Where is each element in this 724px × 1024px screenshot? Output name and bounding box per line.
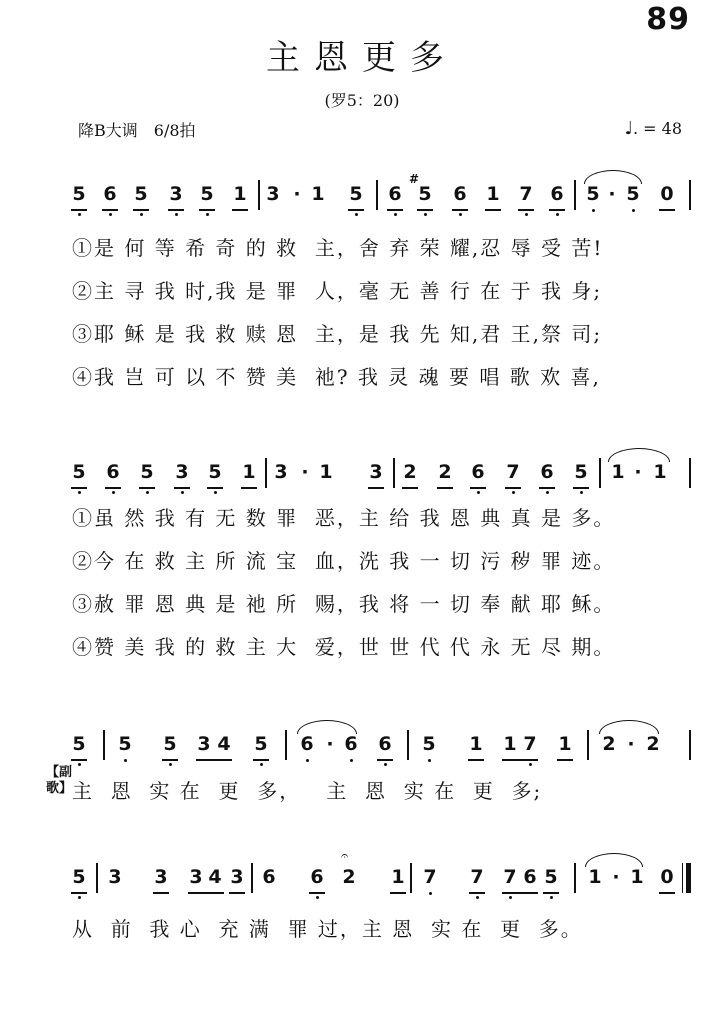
note: 3 [369, 461, 383, 483]
dot: · [608, 183, 616, 205]
dot: · [634, 461, 642, 483]
note: 5 [118, 733, 132, 755]
note: 6 [344, 733, 358, 755]
note: 7 [506, 461, 520, 483]
dot: · [301, 461, 309, 483]
lyric-line: 主 恩 实 在 更 多， 主 恩 实 在 更 多; [72, 779, 543, 803]
chorus-marker: 【副歌】 [46, 765, 73, 796]
note: 6 [540, 461, 554, 483]
lyric-line: ①是 何 等 希 奇 的 救 主，舍 弃 荣 耀,忍 辱 受 苦! [72, 236, 604, 260]
note: 2 [438, 461, 452, 483]
notation-system-4 [0, 849, 724, 915]
note: 5 [208, 461, 222, 483]
quarter-note-icon: ♩ [624, 118, 633, 139]
note: 6 [106, 461, 120, 483]
notation-system-2 [0, 450, 724, 510]
note: 0 [660, 866, 674, 888]
note: 5 [574, 461, 588, 483]
note: 3 [266, 183, 280, 205]
note: 6 [453, 183, 467, 205]
note: 6 [471, 461, 485, 483]
note: 1 [588, 866, 602, 888]
note: 6 [378, 733, 392, 755]
note: 3 [274, 461, 288, 483]
note: 1 [630, 866, 644, 888]
dot: · [293, 183, 301, 205]
note: 6 [262, 866, 276, 888]
note: 1 [558, 733, 572, 755]
note: 7 [423, 866, 437, 888]
note: 1 [233, 183, 247, 205]
note: 1 [503, 733, 517, 755]
lyric-line: ④赞 美 我 的 救 主 大 爱，世 世 代 代 永 无 尽 期。 [72, 635, 616, 659]
lyric-line: ②今 在 救 主 所 流 宝 血，洗 我 一 切 污 秽 罪 迹。 [72, 549, 616, 573]
note: 2 [602, 733, 616, 755]
note: 6 [550, 183, 564, 205]
fermata-icon: 𝄐 [341, 849, 349, 864]
lyric-line: ③赦 罪 恩 典 是 祂 所 赐，我 将 一 切 奉 献 耶 稣。 [72, 592, 616, 616]
note: 3 [230, 866, 244, 888]
note: 4 [217, 733, 231, 755]
note: 5 [544, 866, 558, 888]
note: 4 [208, 866, 222, 888]
note: 7 [470, 866, 484, 888]
lyric-line: ①虽 然 我 有 无 数 罪 恶，主 给 我 恩 典 真 是 多。 [72, 506, 616, 530]
note: 1 [242, 461, 256, 483]
note: 7 [523, 733, 537, 755]
note: 1 [391, 866, 405, 888]
note: 1 [486, 183, 500, 205]
note: 5 [163, 733, 177, 755]
note: 5 [200, 183, 214, 205]
lyric-line: 从 前 我 心 充 满 罪 过，主 恩 实 在 更 多。 [72, 917, 583, 941]
note: 2 [342, 866, 356, 888]
tempo-value: . = 48 [632, 119, 682, 138]
note: 5 [422, 733, 436, 755]
note: 2 [403, 461, 417, 483]
notation-system-3 [0, 722, 724, 782]
note: 6 [300, 733, 314, 755]
note: 3 [169, 183, 183, 205]
note: 2 [646, 733, 660, 755]
note: 7 [519, 183, 533, 205]
note: 1 [653, 461, 667, 483]
page-number: 89 [646, 2, 690, 37]
note: 1 [611, 461, 625, 483]
sharp-sign: # [409, 172, 420, 186]
note: 1 [311, 183, 325, 205]
note: 6 [388, 183, 402, 205]
scripture-reference: (罗5：20) [324, 91, 400, 110]
note: 5 [134, 183, 148, 205]
note: 6 [523, 866, 537, 888]
note: 7 [503, 866, 517, 888]
hymn-title: 主恩更多 [266, 38, 458, 78]
lyric-line: ③耶 稣 是 我 救 赎 恩 主，是 我 先 知,君 王,祭 司; [72, 322, 603, 346]
note: 3 [108, 866, 122, 888]
note: 5 [72, 461, 86, 483]
note: 3 [189, 866, 203, 888]
note: 6 [103, 183, 117, 205]
notation-system-1 [0, 172, 724, 232]
tempo-marking [624, 118, 682, 139]
note: 1 [469, 733, 483, 755]
note: 5 [626, 183, 640, 205]
note: 5 [349, 183, 363, 205]
lyric-line: ④我 岂 可 以 不 赞 美 祂? 我 灵 魂 要 唱 歌 欢 喜, [72, 365, 601, 389]
note: 5 [72, 733, 86, 755]
note: 3 [154, 866, 168, 888]
note: 5 [72, 866, 86, 888]
note: 3 [197, 733, 211, 755]
dot: · [627, 733, 635, 755]
note: 0 [660, 183, 674, 205]
dot: · [612, 866, 620, 888]
note: 6 [310, 866, 324, 888]
note: 5 [586, 183, 600, 205]
dot: · [326, 733, 334, 755]
note: 1 [319, 461, 333, 483]
lyric-line: ②主 寻 我 时,我 是 罪 人，毫 无 善 行 在 于 我 身; [72, 279, 603, 303]
note: 5 [418, 183, 432, 205]
note: 5 [140, 461, 154, 483]
key-signature: 降B大调 6/8拍 [78, 121, 196, 140]
note: 3 [175, 461, 189, 483]
note: 5 [254, 733, 268, 755]
note: 5 [72, 183, 86, 205]
